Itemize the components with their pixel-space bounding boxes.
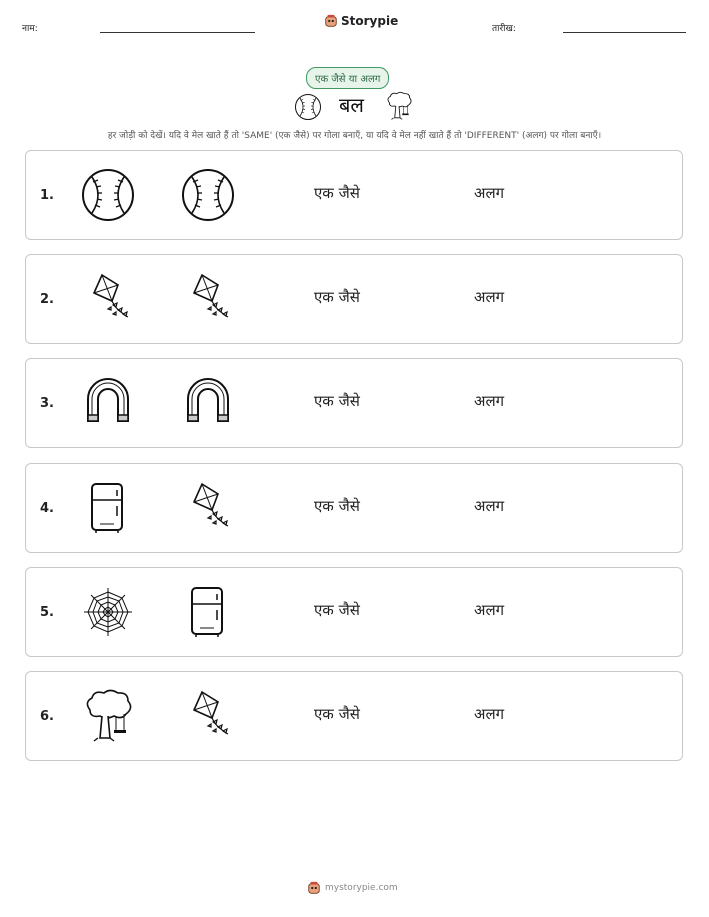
brand-logo — [324, 14, 398, 28]
question-row — [25, 463, 683, 553]
same-option[interactable]: एक जैसे — [314, 497, 360, 515]
question-number: 4. — [40, 501, 54, 516]
fridge-icon — [180, 584, 236, 640]
same-option[interactable]: एक जैसे — [314, 288, 360, 306]
footer — [307, 881, 398, 895]
same-option[interactable]: एक जैसे — [314, 705, 360, 723]
date-field[interactable] — [563, 32, 686, 33]
baseball-icon — [80, 167, 136, 223]
baseball-icon — [180, 167, 236, 223]
same-option[interactable]: एक जैसे — [314, 601, 360, 619]
name-label: नाम: — [22, 24, 38, 34]
brand-mascot-icon — [324, 14, 338, 28]
footer-url: mystorypie.com — [325, 883, 398, 893]
different-option[interactable]: अलग — [474, 601, 505, 619]
different-option[interactable]: अलग — [474, 288, 505, 306]
fridge-icon — [80, 480, 136, 536]
question-row — [25, 358, 683, 448]
same-option[interactable]: एक जैसे — [314, 392, 360, 410]
spiderweb-icon — [80, 584, 136, 640]
magnet-icon — [180, 375, 236, 431]
tree-swing-icon — [80, 688, 136, 744]
question-number: 2. — [40, 292, 54, 307]
question-number: 6. — [40, 709, 54, 724]
date-label: तारीख: — [492, 24, 516, 34]
different-option[interactable]: अलग — [474, 497, 505, 515]
question-row — [25, 150, 683, 240]
page-title: बल — [339, 93, 364, 117]
question-row — [25, 567, 683, 657]
same-option[interactable]: एक जैसे — [314, 184, 360, 202]
baseball-icon — [294, 93, 322, 121]
question-row — [25, 254, 683, 344]
kite-icon — [80, 271, 136, 327]
magnet-icon — [80, 375, 136, 431]
question-number: 1. — [40, 188, 54, 203]
question-number: 5. — [40, 605, 54, 620]
question-number: 3. — [40, 396, 54, 411]
name-field[interactable] — [100, 32, 255, 33]
worksheet-type-tag: एक जैसे या अलग — [306, 67, 389, 89]
instructions: हर जोड़ी को देखें। यदि वे मेल खाते हैं तो 'SAME' (एक जैसे) पर गोला बनाएँ, या यदि वे मेल नहीं खाते हैं तो 'DIFFERENT' (अलग) पर गोला बनाएँ। — [107, 131, 602, 141]
kite-icon — [180, 271, 236, 327]
question-row — [25, 671, 683, 761]
kite-icon — [180, 480, 236, 536]
tree-swing-icon — [384, 91, 414, 121]
different-option[interactable]: अलग — [474, 392, 505, 410]
kite-icon — [180, 688, 236, 744]
different-option[interactable]: अलग — [474, 184, 505, 202]
brand-mascot-icon — [307, 881, 321, 895]
brand-name: Storypie — [341, 14, 399, 28]
different-option[interactable]: अलग — [474, 705, 505, 723]
